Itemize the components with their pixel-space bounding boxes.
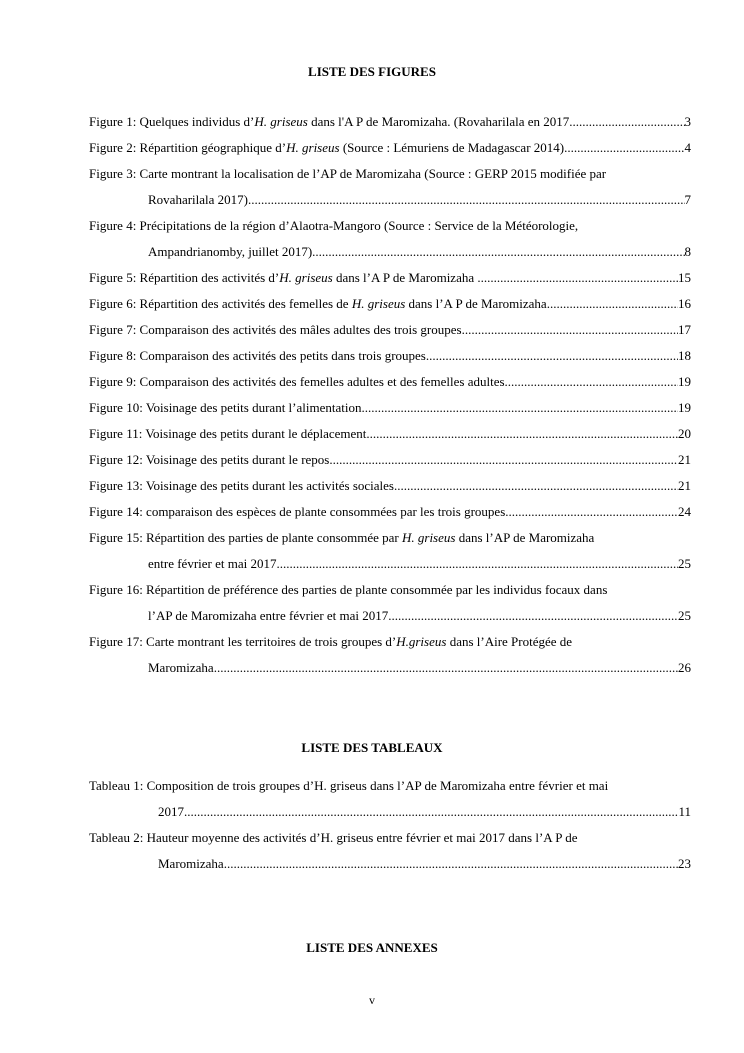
figure-entry-1[interactable]: Figure 1: Quelques individus d’H. griseus dans l'A P de Maromizaha. (Rovaharilala en 2017 ..... 3 bbox=[89, 109, 691, 135]
figure-entry-16-line2[interactable]: l’AP de Maromizaha entre février et mai 2017. ..... 25 bbox=[89, 603, 691, 629]
page-number: 24 bbox=[678, 504, 691, 519]
figure-entry-8[interactable]: Figure 8: Comparaison des activités des petits dans trois groupes ..... 18 bbox=[89, 343, 691, 369]
page-number: 8 bbox=[684, 244, 691, 259]
page-number: 4 bbox=[684, 140, 691, 155]
figure-entry-2[interactable]: Figure 2: Répartition géographique d’H. griseus (Source : Lémuriens de Madagascar 2014) ..... 4 bbox=[89, 135, 691, 161]
tableau-entry-1-line1[interactable]: Tableau 1: Composition de trois groupes d’H. griseus dans l’AP de Maromizaha entre février et mai bbox=[89, 778, 609, 793]
page-number: 19 bbox=[678, 400, 691, 415]
figure-entry-5[interactable]: Figure 5: Répartition des activités d’H. griseus dans l’A P de Maromizaha . ..... 15 bbox=[89, 265, 691, 291]
figure-entry-9[interactable]: Figure 9: Comparaison des activités des femelles adultes et des femelles adultes ..... 19 bbox=[89, 369, 691, 395]
figure-entry-6[interactable]: Figure 6: Répartition des activités des femelles de H. griseus dans l’A P de Maromizaha ..... 16 bbox=[89, 291, 691, 317]
figure-entry-4-line1[interactable]: Figure 4: Précipitations de la région d’Alaotra-Mangoro (Source : Service de la Météorologie, bbox=[89, 218, 579, 233]
figure-entry-7[interactable]: Figure 7: Comparaison des activités des mâles adultes des trois groupes ..... 17 bbox=[89, 317, 691, 343]
page-number: 11 bbox=[678, 804, 691, 819]
figure-entry-11[interactable]: Figure 11: Voisinage des petits durant le déplacement ..... 20 bbox=[89, 421, 691, 447]
page-number: 25 bbox=[678, 608, 691, 623]
figures-heading: LISTE DES FIGURES bbox=[308, 64, 436, 79]
page-number: 17 bbox=[678, 322, 691, 337]
page-number: 21 bbox=[678, 478, 691, 493]
annexes-heading: LISTE DES ANNEXES bbox=[306, 940, 438, 955]
figure-entry-17-line1[interactable]: Figure 17: Carte montrant les territoires de trois groupes d’H.griseus dans l’Aire Protégée de bbox=[89, 634, 573, 649]
page-number: 7 bbox=[684, 192, 691, 207]
page-number: 18 bbox=[678, 348, 691, 363]
figure-entry-3-line1[interactable]: Figure 3: Carte montrant la localisation de l’AP de Maromizaha (Source : GERP 2015 modifiée par bbox=[89, 166, 607, 181]
figure-entry-13[interactable]: Figure 13: Voisinage des petits durant les activités sociales ..... 21 bbox=[89, 473, 691, 499]
figure-entry-10[interactable]: Figure 10: Voisinage des petits durant l’alimentation ..... 19 bbox=[89, 395, 691, 421]
figure-entry-15-line2[interactable]: entre février et mai 2017. ..... 25 bbox=[89, 551, 691, 577]
page-number: 26 bbox=[678, 660, 691, 675]
figure-entry-3-line2[interactable]: Rovaharilala 2017) ..... 7 bbox=[89, 187, 691, 213]
page-number: 20 bbox=[678, 426, 691, 441]
figure-entry-17-line2[interactable]: Maromizaha ..... 26 bbox=[89, 655, 691, 681]
page-footer-number: v bbox=[369, 993, 375, 1007]
figure-entry-12[interactable]: Figure 12: Voisinage des petits durant le repos ..... 21 bbox=[89, 447, 691, 473]
page-number: 21 bbox=[678, 452, 691, 467]
figure-entry-16-line1[interactable]: Figure 16: Répartition de préférence des parties de plante consommée par les individus focaux dans bbox=[89, 582, 608, 597]
tableaux-heading: LISTE DES TABLEAUX bbox=[301, 740, 443, 755]
page-number: 25 bbox=[678, 556, 691, 571]
page-number: 15 bbox=[678, 270, 691, 285]
tableau-entry-2-line2[interactable]: Maromizaha. ..... 23 bbox=[89, 851, 691, 877]
page-number: 3 bbox=[684, 114, 691, 129]
figure-entry-4-line2[interactable]: Ampandrianomby, juillet 2017). ..... 8 bbox=[89, 239, 691, 265]
tableaux-list bbox=[89, 773, 691, 877]
page-number: 19 bbox=[678, 374, 691, 389]
page-number: 16 bbox=[678, 296, 691, 311]
page-number: 23 bbox=[678, 856, 691, 871]
figure-entry-15-line1[interactable]: Figure 15: Répartition des parties de plante consommée par H. griseus dans l’AP de Maromizaha bbox=[89, 530, 595, 545]
figures-list bbox=[89, 109, 691, 681]
tableau-entry-1-line2[interactable]: 2017 ..... 11 bbox=[89, 799, 691, 825]
figure-entry-14[interactable]: Figure 14: comparaison des espèces de plante consommées par les trois groupes ..... 24 bbox=[89, 499, 691, 525]
tableau-entry-2-line1[interactable]: Tableau 2: Hauteur moyenne des activités d’H. griseus entre février et mai 2017 dans l’A P de bbox=[89, 830, 578, 845]
